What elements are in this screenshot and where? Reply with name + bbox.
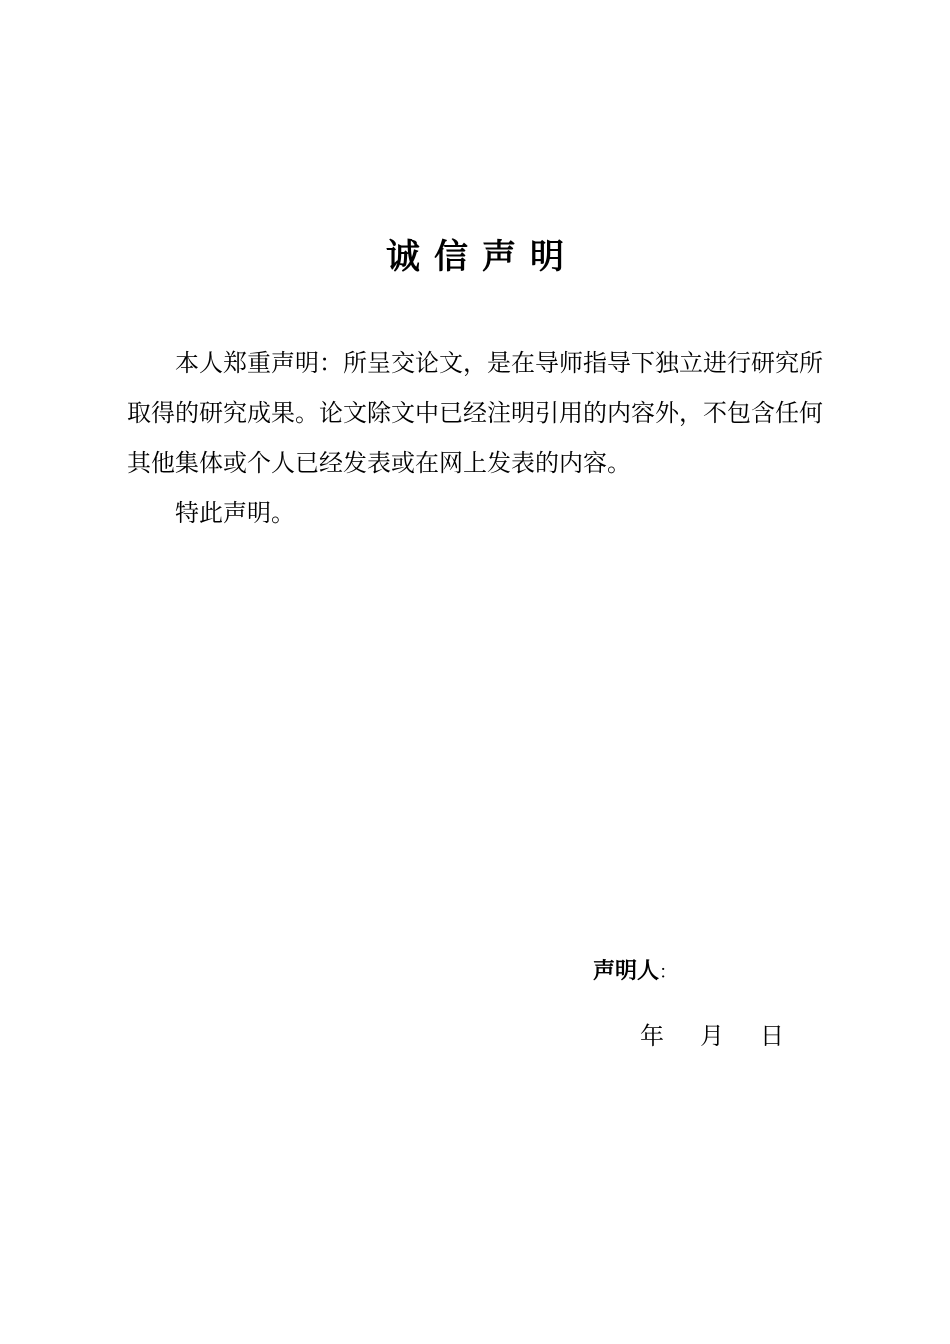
document-title: 诚信声明 bbox=[386, 237, 578, 277]
signer-colon: ： bbox=[659, 962, 678, 983]
month-label: 月 bbox=[700, 1022, 724, 1050]
signer-label: 声明人 bbox=[593, 959, 660, 984]
day-label: 日 bbox=[760, 1022, 784, 1050]
declaration-body bbox=[127, 338, 825, 538]
year-label: 年 bbox=[640, 1022, 664, 1050]
date-line bbox=[640, 1012, 800, 1060]
closing-statement: 特此声明。 bbox=[175, 499, 295, 527]
signature-line bbox=[593, 950, 677, 995]
declaration-paragraph: 本人郑重声明：所呈交论文，是在导师指导下独立进行研究所取得的研究成果。论文除文中已经注明引用的内容外，不包含任何其他集体或个人已经发表或在网上发表的内容。 bbox=[127, 349, 823, 477]
